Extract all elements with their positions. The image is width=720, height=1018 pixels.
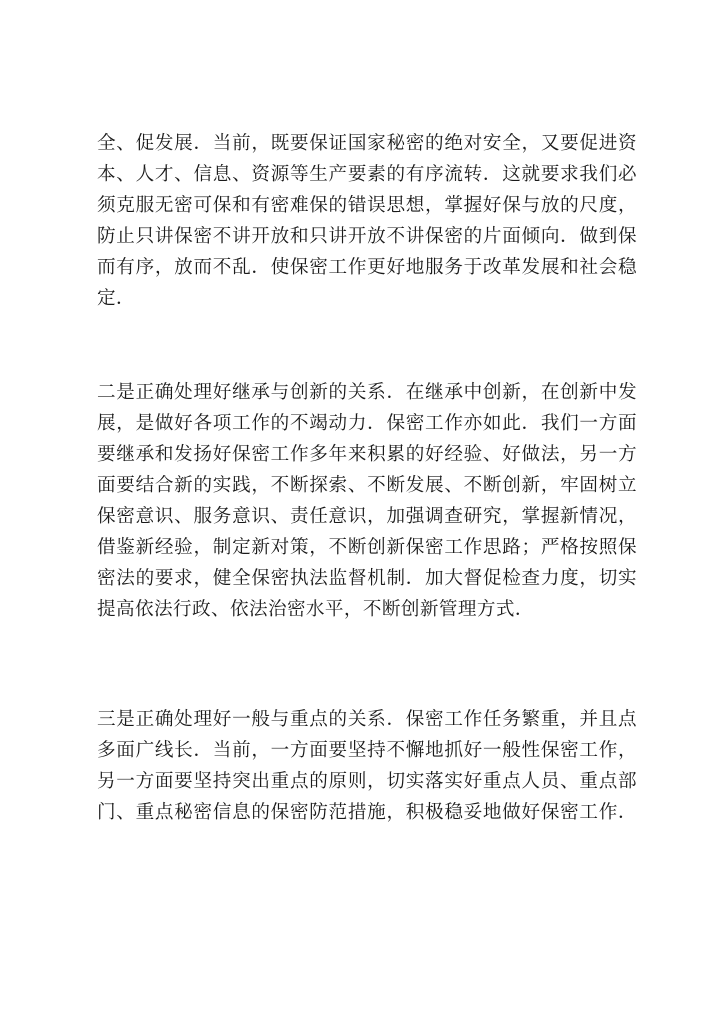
- text-line: 而有序，放而不乱．使保密工作更好地服务于改革发展和社会稳: [97, 257, 637, 278]
- text-line: 密法的要求，健全保密执法监督机制．加大督促检查力度，切实: [97, 568, 637, 589]
- text-line: 保密意识、服务意识、责任意识，加强调查研究，掌握新情况，: [97, 506, 637, 527]
- text-line: 提高依法行政、依法治密水平，不断创新管理方式．: [97, 599, 534, 620]
- text-line: 须克服无密可保和有密难保的错误思想，掌握好保与放的尺度，: [97, 195, 637, 216]
- text-line: 本、人才、信息、资源等生产要素的有序流转．这就要求我们必: [97, 164, 637, 185]
- text-line: 定．: [97, 288, 135, 309]
- text-line: 三是正确处理好一般与重点的关系．保密工作任务繁重，并且点: [97, 709, 637, 730]
- text-line: 另一方面要坚持突出重点的原则，切实落实好重点人员、重点部: [97, 771, 637, 792]
- text-line: 面要结合新的实践，不断探索、不断发展、不断创新，牢固树立: [97, 475, 637, 496]
- text-line: 多面广线长．当前，一方面要坚持不懈地抓好一般性保密工作，: [97, 740, 637, 761]
- paragraph-1: [97, 128, 637, 314]
- paragraph-2: [97, 377, 637, 625]
- text-line: 借鉴新经验，制定新对策，不断创新保密工作思路；严格按照保: [97, 537, 637, 558]
- paragraph-3: [97, 704, 637, 828]
- text-line: 展，是做好各项工作的不竭动力．保密工作亦如此．我们一方面: [97, 413, 637, 434]
- text-line: 二是正确处理好继承与创新的关系．在继承中创新，在创新中发: [97, 382, 637, 403]
- text-line: 门、重点秘密信息的保密防范措施，积极稳妥地做好保密工作．: [97, 802, 637, 823]
- text-line: 要继承和发扬好保密工作多年来积累的好经验、好做法，另一方: [97, 444, 637, 465]
- text-line: 防止只讲保密不讲开放和只讲开放不讲保密的片面倾向．做到保: [97, 226, 637, 247]
- text-line: 全、促发展．当前，既要保证国家秘密的绝对安全，又要促进资: [97, 133, 637, 154]
